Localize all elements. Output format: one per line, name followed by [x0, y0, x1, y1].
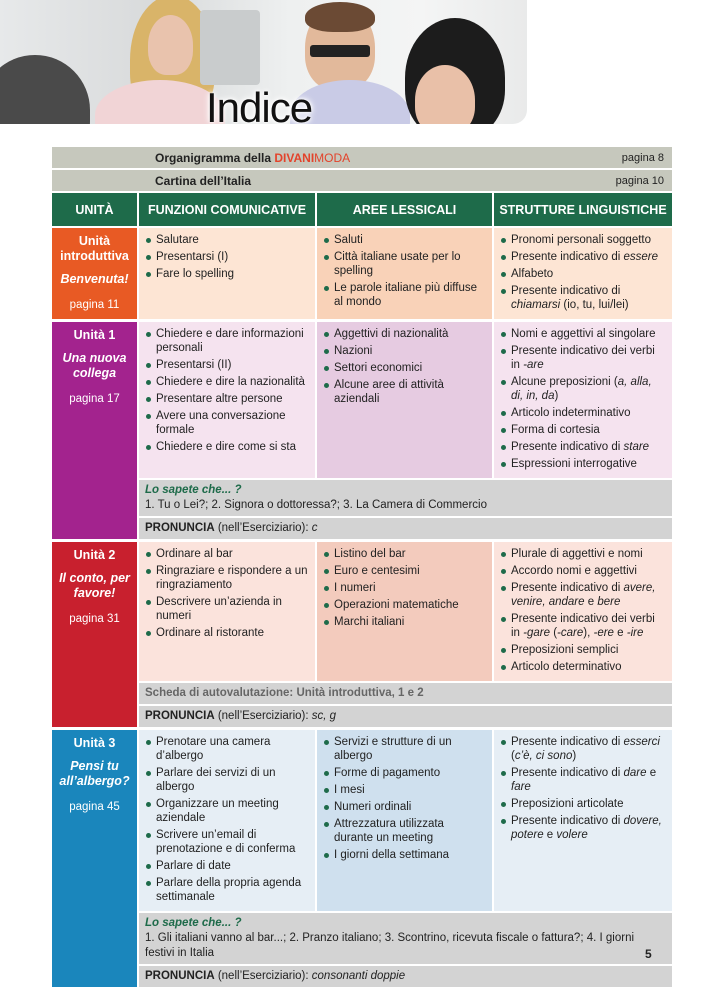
item-text: ),	[583, 627, 594, 639]
unit-content	[139, 542, 672, 727]
page-title: Indice	[206, 84, 313, 131]
index-table	[52, 147, 672, 990]
unit-name: Unità 1	[73, 328, 116, 342]
item-text: Descrivere un’azienda in numeri	[156, 596, 282, 622]
item-text: Nomi e aggettivi al singolare	[511, 328, 656, 340]
aree-item	[323, 564, 486, 578]
item-text: Presentarsi (II)	[156, 359, 232, 371]
item-text: Saluti	[334, 234, 363, 246]
funzioni-item	[145, 233, 309, 247]
item-text: Presente indicativo di	[511, 815, 624, 827]
item-text: Parlare dei servizi di un albergo	[156, 767, 276, 793]
lo-sapete-heading: Lo sapete che... ?	[145, 917, 242, 929]
unit-name: Unità 2	[73, 548, 116, 562]
funzioni-column	[139, 542, 315, 681]
sapete-bar	[139, 913, 672, 964]
aree-item	[323, 783, 486, 797]
unit-name: Unità 3	[73, 736, 116, 750]
funzioni-item	[145, 440, 309, 454]
aree-item	[323, 848, 486, 862]
strutture-item	[500, 267, 666, 281]
strutture-item	[500, 547, 666, 561]
funzioni-item	[145, 327, 309, 355]
item-text: Presentare altre persone	[156, 393, 283, 405]
item-text: Presente indicativo di	[511, 285, 621, 297]
italic-text: -gare	[523, 627, 551, 639]
item-text: )	[554, 390, 559, 402]
unit-cell	[52, 730, 137, 987]
unit-row	[52, 228, 672, 319]
item-text: Servizi e strutture di un albergo	[334, 736, 452, 762]
italic-text: -are	[523, 359, 544, 371]
strutture-item	[500, 406, 666, 420]
item-text: Scrivere un’email di prenotazione e di conferma	[156, 829, 296, 855]
header-unita: UNITÀ	[52, 193, 137, 226]
header-strutture: STRUTTURE LINGUISTICHE	[494, 193, 672, 226]
organigramma-label	[155, 151, 350, 165]
item-text: Forme di pagamento	[334, 767, 441, 779]
funzioni-column	[139, 228, 315, 319]
pronuncia-text: (nell’Eserciziario):	[214, 970, 312, 982]
lo-sapete-text: 1. Tu o Lei?; 2. Signora o dottoressa?; 3. La Camera di Commercio	[145, 499, 487, 511]
strutture-item	[500, 643, 666, 657]
unit-cell	[52, 322, 137, 539]
unit-columns	[139, 228, 672, 319]
aree-item	[323, 766, 486, 780]
item-text: Plurale di aggettivi e nomi	[511, 548, 643, 560]
organigramma-page: pagina 8	[621, 151, 664, 164]
item-text: e	[613, 627, 627, 639]
aree-item	[323, 378, 486, 406]
italic-text: esserci	[623, 736, 660, 748]
unit-cell	[52, 542, 137, 727]
unit-subtitle: Pensi tu all’albergo?	[59, 759, 130, 788]
funzioni-column	[139, 730, 315, 911]
pronuncia-bar	[139, 518, 672, 539]
aree-item	[323, 547, 486, 561]
cartina-label: Cartina dell’Italia	[155, 173, 252, 188]
organigramma-text: Organigramma della	[155, 150, 275, 165]
unit-columns	[139, 542, 672, 681]
italic-text: -care	[557, 627, 584, 639]
pronuncia-bar	[139, 966, 672, 987]
unit-row	[52, 542, 672, 727]
funzioni-item	[145, 392, 309, 406]
scheda-bar	[139, 683, 672, 704]
italic-text: dovere, potere	[511, 815, 662, 841]
item-text: Ringraziare e rispondere a un ringraziamento	[156, 565, 308, 591]
brand-divani: DIVANI	[274, 150, 315, 165]
aree-item	[323, 281, 486, 309]
item-text: Euro e centesimi	[334, 565, 420, 577]
funzioni-item	[145, 735, 309, 763]
unit-row	[52, 730, 672, 987]
item-text: I mesi	[334, 784, 365, 796]
pronuncia-topic: consonanti doppie	[311, 970, 406, 982]
item-text: e	[646, 767, 657, 779]
sapete-bar	[139, 480, 672, 516]
pronuncia-label: PRONUNCIA	[145, 710, 215, 722]
aree-item	[323, 800, 486, 814]
cartina-page: pagina 10	[615, 174, 664, 187]
italic-text: -ere	[593, 627, 614, 639]
pronuncia-text: (nell’Eserciziario):	[214, 710, 312, 722]
strutture-item	[500, 250, 666, 264]
italic-text: volere	[556, 829, 588, 841]
item-text: Salutare	[156, 234, 199, 246]
italic-text: stare	[623, 441, 650, 453]
aree-item	[323, 344, 486, 358]
funzioni-item	[145, 766, 309, 794]
italic-text: avere, venire, andare	[511, 582, 656, 608]
item-text: Operazioni matematiche	[334, 599, 459, 611]
scheda-text: Scheda di autovalutazione: Unità introduttiva, 1 e 2	[145, 687, 424, 699]
italic-text: bere	[597, 596, 621, 608]
item-text: (io, tu, lui/lei)	[560, 299, 629, 311]
italic-text: a, alla, di, in, da	[511, 376, 652, 402]
aree-item	[323, 817, 486, 845]
item-text: Chiedere e dare informazioni personali	[156, 328, 304, 354]
funzioni-column	[139, 322, 315, 478]
unit-content	[139, 228, 672, 319]
strutture-item	[500, 233, 666, 247]
item-text: Nazioni	[334, 345, 373, 357]
item-text: Alfabeto	[511, 268, 554, 280]
strutture-column	[494, 730, 672, 911]
strutture-item	[500, 814, 666, 842]
item-text: (	[550, 627, 558, 639]
item-text: Espressioni interrogative	[511, 458, 637, 470]
unit-content	[139, 322, 672, 539]
unit-cell	[52, 228, 137, 319]
item-text: Preposizioni semplici	[511, 644, 619, 656]
item-text: Numeri ordinali	[334, 801, 412, 813]
item-text: I giorni della settimana	[334, 849, 450, 861]
funzioni-item	[145, 564, 309, 592]
aree-item	[323, 327, 486, 341]
item-text: Presente indicativo dei verbi in	[511, 345, 655, 371]
pronuncia-topic: sc, g	[311, 710, 337, 722]
unit-subtitle: Il conto, per favore!	[59, 571, 130, 600]
item-text: Le parole italiane più diffuse al mondo	[334, 282, 478, 308]
italic-text: c’è, ci sono	[514, 750, 573, 762]
item-text: Presente indicativo dei verbi in	[511, 613, 655, 639]
item-text: Chiedere e dire la nazionalità	[156, 376, 305, 388]
unit-subtitle: Benvenuta!	[60, 272, 129, 286]
pronuncia-text: (nell’Eserciziario):	[214, 522, 312, 534]
funzioni-item	[145, 595, 309, 623]
italic-text: -ire	[626, 627, 644, 639]
strutture-item	[500, 612, 666, 640]
item-text: Parlare di date	[156, 860, 231, 872]
funzioni-item	[145, 626, 309, 640]
funzioni-item	[145, 375, 309, 389]
aree-item	[323, 598, 486, 612]
unit-name: Unità introduttiva	[60, 234, 129, 263]
funzioni-item	[145, 859, 309, 873]
strutture-item	[500, 766, 666, 794]
strutture-column	[494, 322, 672, 478]
aree-column	[317, 542, 492, 681]
pronuncia-bar	[139, 706, 672, 727]
unit-row	[52, 322, 672, 539]
aree-column	[317, 228, 492, 319]
unit-subtitle: Una nuova collega	[62, 351, 127, 380]
italic-text: dare	[623, 767, 647, 779]
funzioni-item	[145, 547, 309, 561]
item-text: Città italiane usate per lo spelling	[334, 251, 461, 277]
strutture-item	[500, 457, 666, 471]
header-aree: AREE LESSICALI	[317, 193, 492, 226]
funzioni-item	[145, 797, 309, 825]
header-funzioni: FUNZIONI COMUNICATIVE	[139, 193, 315, 226]
units-list	[52, 228, 672, 987]
item-text: (	[511, 750, 515, 762]
item-text: Alcune preposizioni (	[511, 376, 618, 388]
item-text: Ordinare al ristorante	[156, 627, 265, 639]
item-text: Presente indicativo di	[511, 251, 624, 263]
item-text: Articolo determinativo	[511, 661, 622, 673]
strutture-column	[494, 542, 672, 681]
unit-page: pagina 17	[69, 393, 120, 405]
item-text: Settori economici	[334, 362, 423, 374]
item-text: Avere una conversazione formale	[156, 410, 286, 436]
italic-text: chiamarsi	[511, 299, 561, 311]
brand-moda: MODA	[314, 150, 351, 165]
strutture-item	[500, 327, 666, 341]
aree-column	[317, 730, 492, 911]
item-text: Prenotare una camera d’albergo	[156, 736, 271, 762]
aree-item	[323, 735, 486, 763]
item-text: Fare lo spelling	[156, 268, 234, 280]
funzioni-item	[145, 267, 309, 281]
aree-item	[323, 250, 486, 278]
strutture-item	[500, 735, 666, 763]
aree-item	[323, 361, 486, 375]
strutture-item	[500, 797, 666, 811]
strutture-column	[494, 228, 672, 319]
pronuncia-topic: c	[311, 522, 318, 534]
item-text: Pronomi personali soggetto	[511, 234, 651, 246]
aree-column	[317, 322, 492, 478]
item-text: Accordo nomi e aggettivi	[511, 565, 637, 577]
item-text: Presente indicativo di	[511, 441, 624, 453]
strutture-item	[500, 284, 666, 312]
item-text: I numeri	[334, 582, 376, 594]
unit-columns	[139, 730, 672, 911]
strutture-item	[500, 564, 666, 578]
aree-item	[323, 233, 486, 247]
item-text: )	[572, 750, 577, 762]
item-text: Presente indicativo di	[511, 582, 624, 594]
strutture-item	[500, 581, 666, 609]
lo-sapete-text: 1. Gli italiani vanno al bar...; 2. Pranzo italiano; 3. Scontrino, ricevuta fiscale o fattura?; 4. I giorni festivi in Italia	[145, 932, 635, 959]
aree-item	[323, 615, 486, 629]
item-text: Presente indicativo di	[511, 736, 624, 748]
row-organigramma	[52, 147, 672, 168]
pronuncia-label: PRONUNCIA	[145, 970, 215, 982]
italic-text: fare	[511, 781, 531, 793]
item-text: Parlare della propria agenda settimanale	[156, 877, 302, 903]
item-text: e	[543, 829, 557, 841]
unit-page: pagina 31	[69, 613, 120, 625]
item-text: e	[584, 596, 598, 608]
item-text: Marchi italiani	[334, 616, 405, 628]
funzioni-item	[145, 828, 309, 856]
unit-columns	[139, 322, 672, 478]
item-text: Presentarsi (I)	[156, 251, 229, 263]
strutture-item	[500, 660, 666, 674]
item-text: Chiedere e dire come si sta	[156, 441, 296, 453]
item-text: Ordinare al bar	[156, 548, 233, 560]
item-text: Listino del bar	[334, 548, 406, 560]
item-text: Alcune aree di attività aziendali	[334, 379, 444, 405]
funzioni-item	[145, 876, 309, 904]
strutture-item	[500, 423, 666, 437]
funzioni-item	[145, 409, 309, 437]
table-header	[52, 193, 672, 226]
item-text: Preposizioni articolate	[511, 798, 624, 810]
funzioni-item	[145, 250, 309, 264]
italic-text: essere	[623, 251, 659, 263]
aree-item	[323, 581, 486, 595]
funzioni-item	[145, 358, 309, 372]
item-text: Attrezzatura utilizzata durante un meeting	[334, 818, 444, 844]
row-cartina	[52, 170, 672, 191]
item-text: Presente indicativo di	[511, 767, 624, 779]
unit-page: pagina 11	[69, 299, 120, 311]
item-text: Forma di cortesia	[511, 424, 600, 436]
strutture-item	[500, 375, 666, 403]
unit-page: pagina 45	[69, 801, 120, 813]
pronuncia-label: PRONUNCIA	[145, 522, 215, 534]
item-text: Aggettivi di nazionalità	[334, 328, 449, 340]
page-number: 5	[645, 947, 652, 961]
strutture-item	[500, 440, 666, 454]
unit-content	[139, 730, 672, 987]
strutture-item	[500, 344, 666, 372]
item-text: Articolo indeterminativo	[511, 407, 631, 419]
item-text: Organizzare un meeting aziendale	[156, 798, 279, 824]
lo-sapete-heading: Lo sapete che... ?	[145, 484, 242, 496]
